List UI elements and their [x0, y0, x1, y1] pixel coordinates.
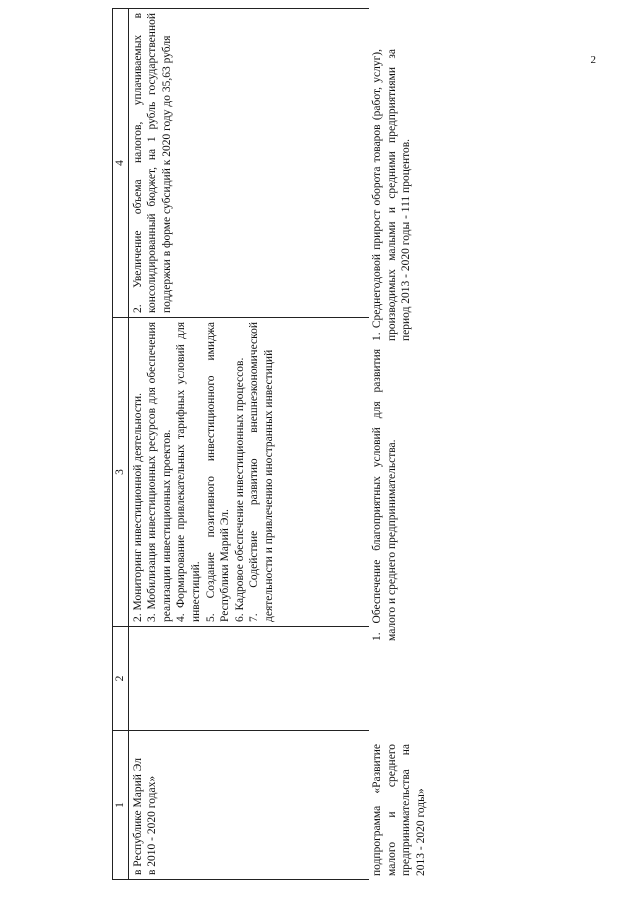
- table-row: [368, 45, 430, 880]
- cell-executor: [128, 627, 369, 731]
- cell-tasks: 1. Обеспечение благоприятных условий для развития малого и среднего предпринимательства.: [371, 349, 398, 641]
- table-header-row: [113, 9, 129, 880]
- cell-program-name: [128, 731, 369, 880]
- task-item: 3. Мобилизация инвестиционных ресурсов для обеспечения реализации инвестиционных проектов.: [146, 322, 173, 622]
- indicator-item: 2. Увеличение объема налогов, уплачиваемых в консолидированный бюджет, на 1 рубль государственной поддержки в форме субсидий к 2020 году до 35,63 рубля: [131, 13, 173, 313]
- task-item: 4. Формирование привлекательных тарифных условий для инвестиций.: [175, 322, 202, 622]
- header-col-1: 1: [113, 731, 129, 880]
- text-line: в Республике Марий Эл: [131, 758, 144, 875]
- task-item: 6. Кадровое обеспечение инвестиционных процессов.: [233, 357, 246, 622]
- header-col-3: 3: [113, 318, 129, 627]
- task-item: 5. Создание позитивного инвестиционного имиджа Республики Марий Эл.: [204, 322, 232, 622]
- cell-tasks: [128, 318, 369, 627]
- rotated-table-content: [112, 13, 542, 880]
- table-row: [128, 9, 369, 880]
- cell-program-name: подпрограмма «Развитие малого и среднего предпринимательства на 2013 - 2020 годы»: [371, 744, 427, 876]
- cell-indicators: 1. Среднегодовой прирост оборота товаров (работ, услуг), производимых малыми и средними предприятиями за период 2013 - 2020 годы - 111 процентов.: [371, 49, 413, 341]
- header-col-4: 4: [113, 9, 129, 318]
- cell-indicators: [128, 9, 369, 318]
- cell-executor: [368, 645, 430, 740]
- text-line: в 2010 - 2020 годах»: [146, 775, 159, 875]
- program-table: [112, 8, 369, 880]
- task-item: 7. Содействие развитию внешнеэкономической деятельности и привлечению иностранных инвестиций: [248, 322, 275, 622]
- page-number: 2: [590, 54, 596, 66]
- task-item: 2. Мониторинг инвестиционной деятельности.: [131, 393, 144, 622]
- header-col-2: 2: [113, 627, 129, 731]
